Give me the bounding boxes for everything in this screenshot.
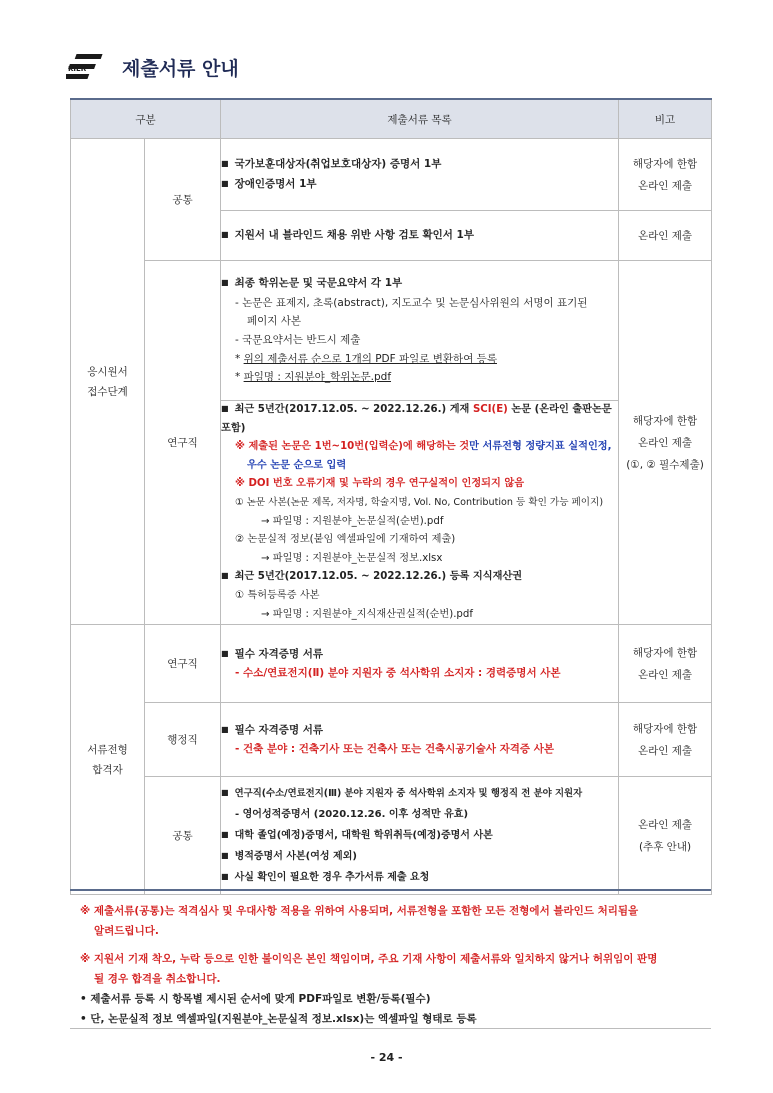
list-item: ■ 국가보훈대상자(취업보호대상자) 증명서 1부: [221, 155, 618, 175]
text-line: → 파일명 : 지원분야_지식재산권실적(순번).pdf: [261, 608, 473, 620]
group-pass: 서류전형 합격자: [71, 625, 145, 895]
remark-common-apply-a: 해당자에 한함 온라인 제출: [619, 139, 712, 211]
col-header-category: 구분: [71, 99, 221, 139]
text-line: [221, 350, 618, 369]
warning-text-blue: 만 서류전형 정량지표 실적인정,: [469, 441, 612, 453]
col-header-documents: 제출서류 목록: [221, 99, 619, 139]
page-title: 제출서류 안내: [122, 58, 239, 80]
col-header-remark: 비고: [619, 99, 712, 139]
doc-admin-pass: [221, 703, 619, 777]
sub-research-pass: 연구직: [145, 625, 221, 703]
sub-common-apply: 공통: [145, 139, 221, 261]
footnote-excel: • 단, 논문실적 정보 엑셀파일(지원분야_논문실적 정보.xlsx)는 엑셀파일 형태로 등록: [80, 1013, 477, 1025]
page-number: - 24 -: [370, 1051, 403, 1064]
text-line: 페이지 사본: [247, 315, 302, 328]
warning-text: ※ 제출된 논문은 1번~10번(입력순)에 해당하는 것: [235, 441, 470, 453]
doc-common-pass: [221, 777, 619, 895]
remark-admin-pass: 해당자에 한함 온라인 제출: [619, 703, 712, 777]
text-line: [221, 368, 618, 387]
text-line: ② 논문실적 정보(붙임 엑셀파일에 기재하여 제출): [235, 534, 456, 546]
list-item: ■ 필수 자격증명 서류: [221, 645, 618, 665]
text-line: → 파일명 : 지원분야_논문실적(순번).pdf: [261, 515, 444, 527]
list-item: ■ 최근 5년간(2017.12.05. ~ 2022.12.26.) 등록 지식재산권: [221, 568, 618, 587]
warning-text: ※ DOI 번호 오류기재 및 누락의 경우 연구실적이 인정되지 않음: [235, 478, 525, 490]
list-item: ■ 대학 졸업(예정)증명서, 대학원 학위취득(예정)증명서 사본: [221, 825, 618, 846]
warning-text-blue: 우수 논문 순으로 입력: [247, 459, 347, 471]
footnote-blind: ※ 제출서류(공통)는 적격심사 및 우대사항 적용을 위하여 사용되며, 서류전형을 포함한 모든 전형에서 블라인드 처리됨을: [80, 905, 639, 917]
list-item: ■ 장애인증명서 1부: [221, 175, 618, 195]
thesis-format-note: 위의 제출서류 순으로 1개의 PDF 파일로 변환하여 등록: [243, 352, 497, 365]
text-line: ① 특허등록증 사본: [235, 589, 320, 601]
sub-common-pass: 공통: [145, 777, 221, 895]
doc-research-papers: [221, 401, 619, 625]
doc-research-thesis: [221, 261, 619, 401]
list-item: ■ 지원서 내 블라인드 채용 위반 사항 검토 확인서 1부: [221, 226, 618, 246]
doc-common-apply-a: [221, 139, 619, 211]
text-line: ① 논문 사본(논문 제목, 저자명, 학술지명, Vol. No, Contribution 등 확인 가능 페이지): [235, 496, 604, 508]
text-line: - 국문요약서는 반드시 제출: [235, 334, 361, 346]
warning-text: - 수소/연료전지(Ⅱ) 분야 지원자 중 석사학위 소지자 : 경력증명서 사본: [235, 667, 561, 680]
footnote-blind-cont: 알려드립니다.: [94, 925, 159, 937]
list-item: ■ 병적증명서 사본(여성 제외): [221, 846, 618, 867]
kier-logo: [66, 50, 110, 84]
remark-common-apply-b: 온라인 제출: [619, 211, 712, 261]
text-line: - 논문은 표제지, 초록(abstract), 지도교수 및 논문심사위원의 서명이 표기된: [235, 296, 588, 309]
footnote-cancel-cont: 될 경우 합격을 취소합니다.: [94, 973, 221, 985]
doc-common-apply-b: [221, 211, 619, 261]
star-mark: *: [235, 371, 241, 384]
documents-table: [70, 98, 712, 895]
warning-text: - 건축 분야 : 건축기사 또는 건축사 또는 건축시공기술사 자격증 사본: [235, 743, 554, 756]
thesis-filename: 파일명 : 지원분야_학위논문.pdf: [243, 371, 392, 384]
remark-research-apply: 해당자에 한함 온라인 제출 (①, ② 필수제출): [619, 261, 712, 625]
star-mark: *: [235, 352, 241, 365]
text-line: → 파일명 : 지원분야_논문실적 정보.xlsx: [261, 552, 443, 564]
list-item: ■ 최종 학위논문 및 국문요약서 각 1부: [221, 274, 618, 294]
remark-common-pass: 온라인 제출 (추후 안내): [619, 777, 712, 895]
footnote-pdf: • 제출서류 등록 시 항목별 제시된 순서에 맞게 PDF파일로 변환/등록(필수): [80, 993, 431, 1005]
text-line: - 영어성적증명서 (2020.12.26. 이후 성적만 유효): [235, 809, 469, 821]
sub-admin-pass: 행정직: [145, 703, 221, 777]
group-apply: 응시원서 접수단계: [71, 139, 145, 625]
remark-research-pass: 해당자에 한함 온라인 제출: [619, 625, 712, 703]
list-item: ■ 연구직(수소/연료전지(Ⅲ) 분야 지원자 중 석사학위 소지자 및 행정직 전 분야 지원자: [221, 783, 618, 804]
logo-text: KIER: [68, 65, 87, 73]
footnotes: [70, 889, 711, 1029]
list-item: ■ 사실 확인이 필요한 경우 추가서류 제출 요청: [221, 867, 618, 888]
list-item: ■ 최근 5년간(2017.12.05. ~ 2022.12.26.) 게재 SCI(E) 논문 (온라인 출판논문 포함): [221, 401, 618, 438]
footnote-cancel: ※ 지원서 기재 착오, 누락 등으로 인한 불이익은 본인 책임이며, 주요 기재 사항이 제출서류와 일치하지 않거나 허위임이 판명: [80, 953, 658, 965]
doc-research-pass: [221, 625, 619, 703]
list-item: ■ 필수 자격증명 서류: [221, 721, 618, 741]
sub-research-apply: 연구직: [145, 261, 221, 625]
